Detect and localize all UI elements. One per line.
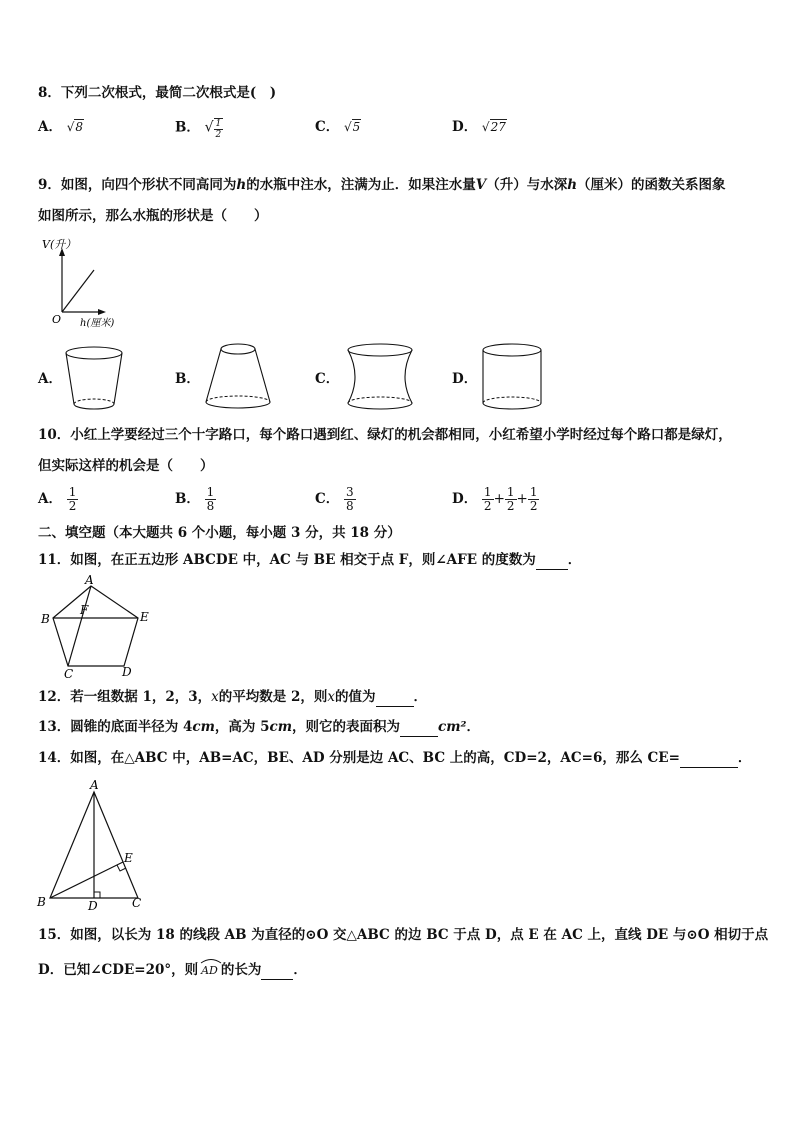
q14-triangle-figure — [34, 776, 154, 912]
text: ． — [737, 750, 752, 766]
label-c: C — [64, 667, 74, 681]
denominator: 2 — [68, 499, 77, 513]
denominator: 2 — [483, 499, 492, 513]
numerator: 1 — [483, 485, 492, 499]
numerator: 1 — [215, 119, 222, 129]
sqrt-expression: √27 — [481, 120, 506, 134]
sqrt-fraction: √ $\frac{1}{2}$ — [204, 119, 222, 140]
label-d: D — [88, 899, 98, 912]
q8-option-d — [452, 118, 507, 136]
label-e: E — [140, 610, 149, 624]
numerator: 3 — [345, 485, 354, 499]
option-label: C． — [315, 119, 340, 135]
q8-stem: 8．下列二次根式，最简二次根式是( ) — [38, 85, 277, 101]
plus-sign: + — [493, 491, 505, 507]
q9-option-d-label: D． — [452, 371, 478, 387]
denominator: 2 — [215, 130, 222, 140]
plus-sign: + — [516, 491, 528, 507]
text: D．已知∠CDE=20°，则 — [38, 962, 199, 978]
answer-blank — [261, 961, 293, 980]
radicand: 8 — [75, 120, 83, 134]
q8-option-a — [38, 118, 84, 136]
arc-ad — [201, 962, 218, 980]
unit: cm — [269, 719, 293, 735]
q8-option-c — [315, 118, 361, 136]
text: 13．圆锥的底面半径为 4 — [38, 719, 193, 735]
q12-stem — [38, 688, 427, 707]
q9-bottle-a — [62, 344, 128, 414]
q10-option-a — [38, 486, 78, 513]
fraction — [205, 486, 217, 513]
x-axis-arrow — [98, 309, 106, 315]
q11-stem — [38, 551, 581, 570]
option-label: C． — [315, 491, 340, 507]
label-a: A — [85, 574, 94, 587]
fraction — [67, 486, 79, 513]
pentagon — [53, 586, 138, 666]
label-a: A — [90, 778, 99, 792]
var-x: x — [327, 689, 336, 705]
numerator: 1 — [529, 485, 538, 499]
q9-bottle-d — [478, 340, 548, 414]
label-b: B — [37, 895, 46, 909]
option-label: B． — [175, 491, 200, 507]
text: 的值为 — [335, 689, 376, 705]
radicand: 27 — [490, 120, 506, 134]
var-h: h — [567, 177, 578, 193]
var-x: x — [211, 689, 219, 705]
text: ，高为 5 — [214, 719, 270, 735]
q8-option-b — [175, 118, 223, 140]
right-angle-d — [94, 892, 100, 898]
text: ． — [567, 552, 582, 568]
radicand: 5 — [352, 120, 361, 134]
var-v: V — [475, 177, 487, 193]
origin-label: O — [52, 313, 62, 326]
denominator: 2 — [506, 499, 515, 513]
q11-pentagon-figure — [38, 574, 158, 682]
text: ． — [466, 719, 480, 735]
denominator: 2 — [529, 499, 538, 513]
text: （升）与水深 — [486, 177, 568, 193]
text: 的平均数是 2，则 — [218, 689, 328, 705]
q10-option-b — [175, 486, 216, 513]
text: ，则它的表面积为 — [292, 719, 401, 735]
numerator: 1 — [206, 485, 215, 499]
numerator: 1 — [68, 485, 77, 499]
altitude-be — [50, 862, 123, 898]
q9-line1 — [38, 176, 726, 194]
q9-volume-depth-graph — [36, 236, 146, 332]
option-label: A． — [38, 119, 62, 135]
numerator: 1 — [506, 485, 515, 499]
answer-blank — [376, 688, 414, 707]
label-e: E — [124, 851, 133, 865]
option-label: A． — [38, 491, 62, 507]
q9-option-c-label: C． — [315, 371, 340, 387]
q14-stem — [38, 749, 751, 768]
fraction — [528, 486, 540, 513]
q10-line1: 10．小红上学要经过三个十字路口，每个路口遇到红、绿灯的机会都相同，小红希望小学时经过每个路口都是绿灯， — [38, 427, 732, 443]
q9-option-a-label: A． — [38, 371, 62, 387]
y-axis-label: V(升） — [42, 238, 77, 251]
sqrt-expression: √5 — [343, 120, 361, 134]
arc-label: AD — [201, 964, 218, 977]
answer-blank — [400, 718, 438, 737]
q13-stem — [38, 718, 480, 737]
answer-blank — [536, 551, 568, 570]
unit: cm² — [438, 719, 467, 735]
text: 14．如图，在△ABC 中，AB=AC，BE、AD 分别是边 AC、BC 上的高，CD=2，AC=6，那么 CE= — [38, 750, 680, 766]
q10-option-d — [452, 486, 539, 513]
text: （厘米）的函数关系图象 — [577, 177, 726, 193]
q15-line1: 15．如图，以长为 18 的线段 AB 为直径的⊙O 交△ABC 的边 BC 于点 D，点 E 在 AC 上，直线 DE 与⊙O 相切于点 — [38, 927, 769, 943]
q10-option-c — [315, 486, 356, 513]
text: 的水瓶中注水，注满为止．如果注水量 — [246, 177, 476, 193]
option-label: B． — [175, 119, 200, 136]
unit: cm — [192, 719, 215, 735]
q10-line2: 但实际这样的机会是（ ） — [38, 458, 214, 474]
sqrt-expression: √8 — [66, 120, 83, 134]
text: 9．如图，向四个形状不同高同为 — [38, 177, 237, 193]
answer-blank — [680, 749, 738, 768]
text: 12．若一组数据 1，2，3， — [38, 689, 212, 705]
q9-option-b-label: B． — [175, 371, 200, 387]
segment-ac — [68, 586, 91, 666]
q9-bottle-c — [342, 340, 418, 414]
q9-bottle-b — [200, 340, 276, 414]
label-b: B — [41, 612, 50, 626]
label-d: D — [122, 665, 132, 679]
label-f: F — [80, 603, 89, 617]
fraction — [482, 486, 494, 513]
text: ． — [293, 962, 307, 978]
x-axis-label: h(厘米) — [80, 318, 115, 329]
section-heading-fill-in: 二、填空题（本大题共 6 个小题，每小题 3 分，共 18 分） — [38, 525, 401, 541]
graph-line — [62, 270, 94, 312]
denominator: 8 — [206, 499, 215, 513]
option-label: D． — [452, 119, 478, 135]
fraction — [505, 486, 517, 513]
text: 11．如图，在正五边形 ABCDE 中，AC 与 BE 相交于点 F，则∠AFE 的度数为 — [38, 552, 536, 568]
q9-line2: 如图所示，那么水瓶的形状是（ ） — [38, 208, 268, 224]
option-label: D． — [452, 491, 478, 507]
label-c: C — [132, 896, 142, 910]
arc-symbol — [200, 958, 222, 964]
text: ． — [413, 689, 428, 705]
q15-line2 — [38, 961, 307, 980]
text: 的长为 — [220, 962, 262, 978]
var-h: h — [236, 177, 247, 193]
fraction — [344, 486, 356, 513]
denominator: 8 — [345, 499, 354, 513]
